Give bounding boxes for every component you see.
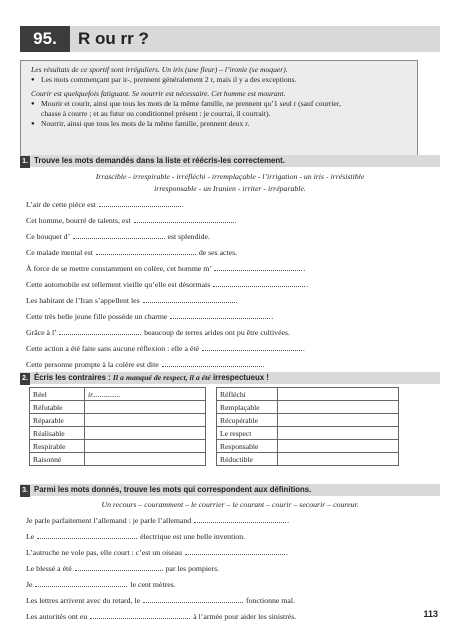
ex3-line: L’autruche ne vole pas, elle court : c’est un oiseau . xyxy=(26,548,288,557)
answer-cell[interactable] xyxy=(278,414,399,427)
blank-field[interactable] xyxy=(143,295,235,303)
exercise-1-instruction: Trouve les mots demandés dans la liste et réécris-les correctement. xyxy=(34,156,285,165)
lesson-title: R ou rr ? xyxy=(78,29,149,48)
table-row: Récupérable xyxy=(217,414,399,427)
ex3-line: Les lettres arrivent avec du retard, le fonctionne mal. xyxy=(26,596,295,605)
ex3-line: Le électrique est une belle invention. xyxy=(26,532,246,541)
answer-cell[interactable] xyxy=(278,440,399,453)
rule-bullet-2: ● Mourir et courir, ainsi que tous les mots de la même famille, ne prennent qu’1 seul r (sauf courrier, xyxy=(31,99,407,109)
table-row: Respirable xyxy=(30,440,206,453)
blank-field[interactable] xyxy=(37,531,137,539)
exercise-3-number: 3. xyxy=(20,485,30,497)
table-row: Réductible xyxy=(217,453,399,466)
rule-bullet-1: ● Les mots commençant par ir-, prennent généralement 2 r, mais il y a des exceptions. xyxy=(31,75,407,85)
table-row: Réfutable xyxy=(30,401,206,414)
ex1-line: Cette automobile est tellement vieille qu’elle est désormais . xyxy=(26,280,309,289)
blank-field[interactable] xyxy=(162,359,262,367)
rule-bullet-3: ● Nourrir, ainsi que tous les mots de la même famille, prennent deux r. xyxy=(31,119,407,129)
blank-field[interactable] xyxy=(96,247,196,255)
blank-field[interactable] xyxy=(213,279,305,287)
blank-field[interactable] xyxy=(75,563,163,571)
table-row: Raisonné xyxy=(30,453,206,466)
exercise-3-words: Un recours – couramment – le courrier – le courant – courir – secourir – coureur. xyxy=(101,500,359,509)
exercise-2-number: 2. xyxy=(20,373,30,385)
answer-cell[interactable] xyxy=(278,388,399,401)
blank-field[interactable] xyxy=(194,515,286,523)
antonyms-table-left xyxy=(29,387,206,466)
blank-field[interactable] xyxy=(185,547,285,555)
lesson-number: 95. xyxy=(20,26,70,52)
blank-field[interactable] xyxy=(170,311,270,319)
blank-field[interactable] xyxy=(35,579,127,587)
answer-cell[interactable]: ir............... xyxy=(85,388,206,401)
table-row: Réfléchi xyxy=(217,388,399,401)
answer-cell[interactable] xyxy=(85,453,206,466)
ex1-line: Grâce à l’ beaucoup de terres arides ont pu être cultivées. xyxy=(26,328,290,337)
antonyms-table-right xyxy=(216,387,399,466)
blank-field[interactable] xyxy=(73,231,165,239)
blank-field[interactable] xyxy=(59,327,141,335)
lesson-header xyxy=(20,26,440,52)
answer-cell[interactable] xyxy=(85,414,206,427)
answer-cell[interactable] xyxy=(85,401,206,414)
blank-field[interactable] xyxy=(143,595,243,603)
exercise-1-words-1: Irrascible - irrespirable - irréfléchi - irremplaçable - l’irrigation - un iris - irrésistible xyxy=(95,172,365,181)
table-row: Réel ir............... xyxy=(30,388,206,401)
exercise-1-number: 1. xyxy=(20,156,30,168)
rule-text-2: Courir est quelquefois fatiguant. Se nourrir est nécessaire. Cet homme est mourant. xyxy=(31,89,286,98)
ex3-line: Le blessé a été par les pompiers. xyxy=(26,564,220,573)
exercise-1-words-2: irresponsable - un Iranien - irriter - irréparable. xyxy=(154,184,306,193)
rule-text-1: Les résultats de ce sportif sont irréguliers. Un iris (une fleur) – l’ironie (se moquer). xyxy=(31,65,288,74)
blank-field[interactable] xyxy=(90,611,190,619)
blank-field[interactable] xyxy=(99,199,181,207)
ex1-line: Les habitant de l’Iran s’appellent les . xyxy=(26,296,238,305)
ex1-line: Cette personne prompte à la colère est dite . xyxy=(26,360,265,369)
page-number: 113 xyxy=(423,609,438,619)
exercise-2-title xyxy=(20,372,440,384)
ex1-line: Ce bouquet d’ est splendide. xyxy=(26,232,210,241)
blank-field[interactable] xyxy=(214,263,302,271)
answer-cell[interactable] xyxy=(85,440,206,453)
rule-bullet-2-cont: chasse à courre ; et au futur ou conditionnel présent : je courrai, il courrait). xyxy=(41,109,271,118)
ex3-line: Je parle parfaitement l’allemand : je parle l’allemand . xyxy=(26,516,290,525)
exercise-2-instruction: Écris les contraires : xyxy=(34,373,111,382)
answer-cell[interactable] xyxy=(278,453,399,466)
ex1-line: L’air de cette pièce est . xyxy=(26,200,184,209)
answer-cell[interactable] xyxy=(278,427,399,440)
table-row: Responsable xyxy=(217,440,399,453)
answer-cell[interactable] xyxy=(278,401,399,414)
table-row: Le respect xyxy=(217,427,399,440)
blank-field[interactable] xyxy=(134,215,234,223)
exercise-2-example: Il a manqué de respect, il a été xyxy=(112,373,211,382)
rule-box xyxy=(20,60,418,164)
table-row: Remplaçable xyxy=(217,401,399,414)
exercise-1-title xyxy=(20,155,440,167)
table-row: Réalisable xyxy=(30,427,206,440)
ex1-line: À force de se mettre constamment en colère, cet homme m’ . xyxy=(26,264,306,273)
ex3-line: Je le cent mètres. xyxy=(26,580,176,589)
ex1-line: Ce malade mental est de ses actes. xyxy=(26,248,238,257)
ex1-line: Cette action a été faite sans aucune réflexion : elle a été . xyxy=(26,344,305,353)
blank-field[interactable] xyxy=(202,343,302,351)
ex1-line: Cet homme, bourré de talents, est . xyxy=(26,216,237,225)
answer-cell[interactable] xyxy=(85,427,206,440)
table-row: Réparable xyxy=(30,414,206,427)
exercise-2-example-answer: irrespectueux ! xyxy=(212,373,269,382)
exercise-3-title xyxy=(20,484,440,496)
ex3-line: Les autorités ont eu à l’armée pour aider les sinistrés. xyxy=(26,612,297,621)
exercise-3-instruction: Parmi les mots donnés, trouve les mots qui correspondent aux définitions. xyxy=(34,485,312,494)
ex1-line: Cette très belle jeune fille possède un charme . xyxy=(26,312,274,321)
